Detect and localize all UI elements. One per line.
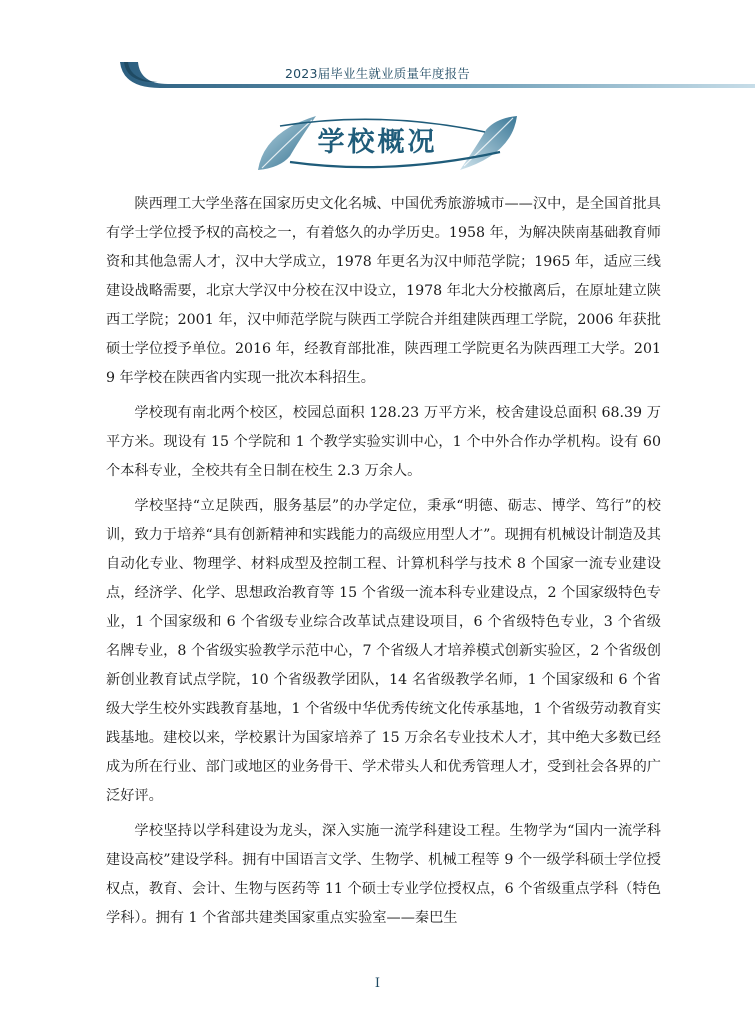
page-number: I: [374, 976, 381, 991]
document-body: [106, 190, 661, 933]
section-title: 学校概况: [317, 127, 438, 158]
paragraph-education: 学校坚持“立足陕西，服务基层”的办学定位，秉承“明德、砺志、博学、笃行”的校训，致力于培养“具有创新精神和实践能力的高级应用型人才”。现拥有机械设计制造及其自动化专业、物理学、材料成型及控制工程、计算机科学与技术 8 个国家一流专业建设点，经济学、化学、思想政治教育等 15 个省级一流本科专业建设点，2 个国家级特色专业，1 个国家级和 6 个省级专业综合改革试点建设项目，6 个省级特色专业，3 个省级名牌专业，8 个省级实验教学示范中心，7 个省级人才培养模式创新实验区，2 个省级创新创业教育试点学院，10 个省级教学团队，14 名省级教学名师，1 个国家级和 6 个省级大学生校外实践教育基地，1 个省级中华优秀传统文化传承基地，1 个省级劳动教育实践基地。建校以来，学校累计为国家培养了 15 万余名专业技术人才，其中绝大多数已经成为所在行业、部门或地区的业务骨干、学术带头人和优秀管理人才，受到社会各界的广泛好评。: [106, 498, 661, 804]
paragraph-campus: 学校现有南北两个校区，校园总面积 128.23 万平方米，校舍建设总面积 68.39 万平方米。现设有 15 个学院和 1 个教学实验实训中心，1 个中外合作办学机构。设有 60 个本科专业，全校共有全日制在校生 2.3 万余人。: [106, 405, 661, 479]
report-title: 2023届毕业生就业质量年度报告: [284, 66, 470, 81]
paragraph-history: 陕西理工大学坐落在国家历史文化名城、中国优秀旅游城市——汉中，是全国首批具有学士学位授予权的高校之一，有着悠久的办学历史。1958 年，为解决陕南基础教育师资和其他急需人才，汉中大学成立，1978 年更名为汉中师范学院；1965 年，适应三线建设战略需要，北京大学汉中分校在汉中设立，1978 年北大分校撤离后，在原址建立陕西工学院；2001 年，汉中师范学院与陕西工学院合并组建陕西理工学院，2006 年获批硕士学位授予单位。2016 年，经教育部批准，陕西理工学院更名为陕西理工大学。2019 年学校在陕西省内实现一批次本科招生。: [106, 196, 661, 386]
header-decoration: [0, 0, 755, 100]
paragraph-disciplines: 学校坚持以学科建设为龙头，深入实施一流学科建设工程。生物学为“国内一流学科建设高校”建设学科。拥有中国语言文学、生物学、机械工程等 9 个一级学科硕士学位授权点，教育、会计、生物与医药等 11 个硕士专业学位授权点，6 个省级重点学科（特色学科）。拥有 1 个省部共建类国家重点实验室——秦巴生: [106, 823, 661, 926]
